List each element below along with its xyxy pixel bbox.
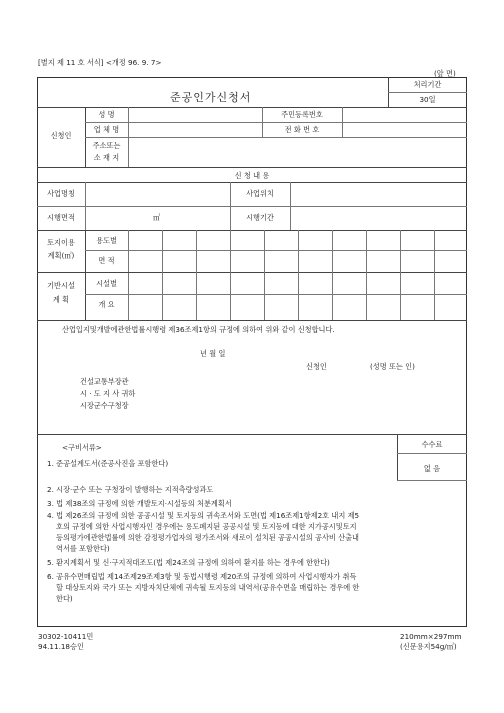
business-name-label: 사업명칭 [47, 189, 75, 198]
grid-col [400, 230, 401, 320]
rule [37, 182, 467, 183]
paper-size: 210mm×297mm [400, 632, 462, 641]
name-label: 성 명 [98, 110, 115, 119]
address-label-1: 주소또는 [92, 141, 121, 150]
fee-rule [397, 453, 467, 454]
rule [37, 230, 467, 231]
grid-col [366, 230, 367, 320]
duration-label: 시행기간 [246, 213, 274, 222]
declaration-statement: 산업입지및개발에관한법률시행령 제36조제1항의 규정에 의하여 위와 같이 신청합니다. [62, 325, 335, 334]
declaration-date: 년 월 일 [200, 349, 226, 358]
fee-value: 없 음 [423, 464, 441, 473]
grid-col [264, 230, 265, 320]
doc-item-2: 2. 시장·군수 또는 구청장이 발행하는 지적측량성과도 [47, 485, 214, 494]
front-label: (앞 면) [434, 69, 456, 78]
recipient-2: 시 · 도 지 사 귀하 [80, 389, 136, 398]
paper-type: (신문용지54g/㎡) [400, 642, 457, 651]
rrn-label: 주민등록번호 [281, 110, 323, 119]
doc-item-4-line-3: 등의평가에관한법률에 의한 감정평가업자의 평가조서와 새로이 설치된 공공시설의 공사비 산출내 [56, 533, 359, 542]
land-use-label-1: 토지이용 [47, 238, 75, 247]
applicant-section-label: 신청인 [50, 131, 72, 140]
overview-label: 개 요 [98, 300, 115, 309]
content-heading: 신 청 내 용 [234, 171, 270, 180]
docs-heading: <구비서류> [62, 443, 102, 452]
doc-item-4-line-4: 역서를 포함한다) [56, 544, 110, 553]
period-label: 처리기간 [413, 80, 442, 89]
infra-label-2: 계 획 [52, 295, 70, 304]
phone-label: 전 화 번 호 [284, 125, 320, 134]
doc-item-4-line-1: 4. 법 제26조의 규정에 의한 공공시설 및 토지등의 귀속조서와 도면(법 제16조제1항제2호 내지 제5 [47, 511, 360, 520]
land-use-label-2: 계획(㎡) [47, 251, 75, 260]
infra-label-1: 기반시설 [47, 281, 75, 290]
rule [342, 107, 343, 137]
period-divider [388, 92, 467, 93]
fee-label: 수수료 [421, 440, 443, 449]
grid-col [230, 230, 231, 320]
doc-item-6-line-3: 한다) [56, 594, 73, 603]
business-location-label: 사업위치 [246, 189, 274, 198]
rule [37, 320, 467, 321]
rule [85, 250, 467, 251]
rule [85, 294, 467, 295]
form-title: 준공인가신청서 [170, 91, 252, 104]
doc-item-3: 3. 법 제38조의 규정에 의한 개발토지·시설등의 처분계획서 [47, 499, 232, 508]
form-header: [별지 제 11 호 서식] <개정 96. 9. 7> [38, 58, 162, 67]
grid-col [298, 230, 299, 320]
doc-item-1: 1. 준공설계도서(준공사진을 포함한다) [47, 459, 169, 468]
period-value: 30일 [419, 95, 436, 104]
recipient-3: 시장군수구청장 [80, 401, 129, 410]
doc-item-6-line-2: 할 대상토지와 국가 또는 지방자치단체에 귀속될 토지등의 내역서(공유수면을 매립하는 경우에 한 [56, 583, 360, 592]
declaration-sign: (성명 또는 인) [370, 362, 415, 371]
address-label-2: 소 재 지 [93, 153, 120, 162]
area-label: 시행면적 [47, 213, 75, 222]
grid-col [162, 230, 163, 320]
grid-col [434, 230, 435, 320]
area-unit: ㎡ [153, 213, 161, 222]
fee-rule [397, 480, 467, 481]
rule [37, 107, 467, 108]
rule [85, 137, 467, 138]
rule [128, 230, 129, 320]
declaration-applicant: 신청인 [306, 362, 327, 371]
rule [85, 122, 467, 123]
form-code: 30302-10411민 [38, 632, 94, 641]
company-label: 업 체 명 [93, 125, 120, 134]
by-use-label: 용도별 [96, 236, 117, 245]
doc-item-4-line-2: 호의 규정에 의한 사업시행자인 경우에는 용도폐지된 공공시설 및 토지등에 대한 지가공시및토지 [56, 522, 357, 531]
recipient-1: 건설교통부장관 [80, 377, 129, 386]
by-facility-label: 시설별 [96, 279, 117, 288]
grid-col [332, 230, 333, 320]
extent-label: 면 적 [98, 256, 115, 265]
rule [37, 434, 467, 435]
rule [37, 272, 467, 273]
rule [37, 167, 467, 168]
rule [37, 206, 467, 207]
doc-item-5: 5. 환지계획서 및 신·구지적대조도(법 제24조의 규정에 의하여 환지를 하는 경우에 한한다) [47, 558, 330, 567]
doc-item-6-line-1: 6. 공유수면매립법 제14조제29조제3항 및 동법시행령 제20조의 규정에 의하여 사업시행자가 취득 [47, 572, 357, 581]
approval-date: 94.11.18승인 [38, 642, 84, 651]
grid-col [196, 230, 197, 320]
